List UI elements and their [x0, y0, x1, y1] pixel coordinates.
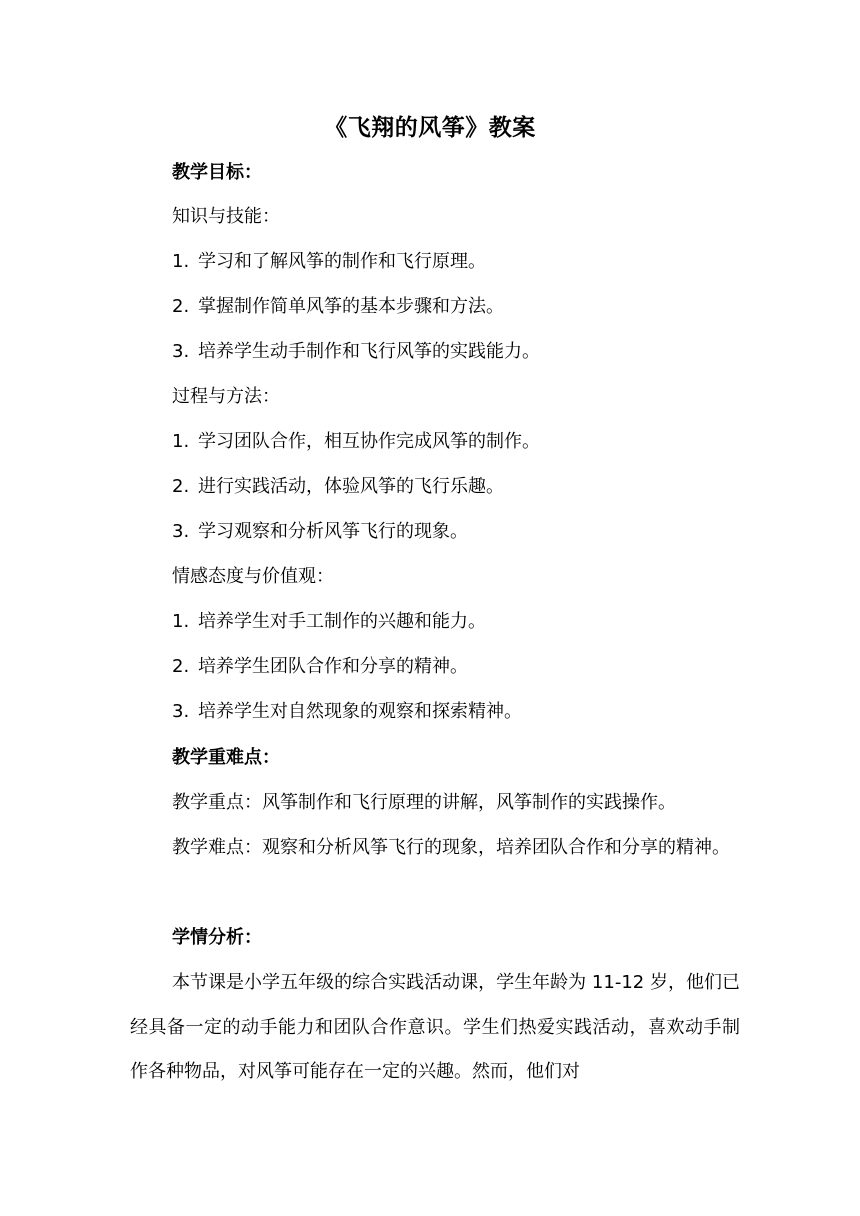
list-text: 培养学生对手工制作的兴趣和能力。: [198, 611, 486, 632]
list-text: 培养学生动手制作和飞行风筝的实践能力。: [198, 341, 540, 362]
list-text: 进行实践活动，体验风筝的飞行乐趣。: [198, 476, 504, 497]
list-text: 学习和了解风筝的制作和飞行原理。: [198, 251, 486, 272]
list-number: 3.: [172, 701, 190, 722]
list-number: 2.: [172, 296, 190, 317]
analysis-paragraph: 本节课是小学五年级的综合实践活动课，学生年龄为 11-12 岁，他们已经具备一定的动手能力和团队合作意识。学生们热爱实践活动，喜欢动手制作各种物品，对风筝可能存在一定的兴趣。然而，他们对: [130, 972, 740, 1082]
subheading-emotion: 情感态度与价值观：: [172, 566, 334, 587]
list-item: [172, 429, 540, 455]
list-number: 3.: [172, 341, 190, 362]
section-heading-key-points: 教学重难点：: [172, 747, 280, 768]
list-text: 培养学生对自然现象的观察和探索精神。: [198, 701, 522, 722]
list-number: 1.: [172, 251, 190, 272]
list-item: [172, 654, 468, 680]
section-heading-objectives: 教学目标：: [172, 162, 262, 183]
list-text: 培养学生团队合作和分享的精神。: [198, 656, 468, 677]
document-title: 《飞翔的风筝》教案: [324, 115, 536, 141]
key-point-focus: 教学重点：风筝制作和飞行原理的讲解，风筝制作的实践操作。: [172, 792, 676, 813]
key-point-difficulty: 教学难点：观察和分析风筝飞行的现象，培养团队合作和分享的精神。: [172, 837, 730, 858]
list-item: [172, 609, 486, 635]
list-item: [172, 294, 504, 320]
list-item: [172, 474, 504, 500]
list-number: 2.: [172, 656, 190, 677]
list-item: [172, 249, 486, 275]
list-item: [172, 339, 540, 365]
list-number: 2.: [172, 476, 190, 497]
list-item: [172, 519, 468, 545]
section-heading-analysis: 学情分析：: [172, 927, 262, 948]
list-number: 1.: [172, 611, 190, 632]
list-number: 1.: [172, 431, 190, 452]
subheading-knowledge: 知识与技能：: [172, 206, 280, 227]
list-text: 掌握制作简单风筝的基本步骤和方法。: [198, 296, 504, 317]
list-text: 学习观察和分析风筝飞行的现象。: [198, 521, 468, 542]
list-number: 3.: [172, 521, 190, 542]
list-item: [172, 699, 522, 725]
subheading-process: 过程与方法：: [172, 386, 280, 407]
list-text: 学习团队合作，相互协作完成风筝的制作。: [198, 431, 540, 452]
